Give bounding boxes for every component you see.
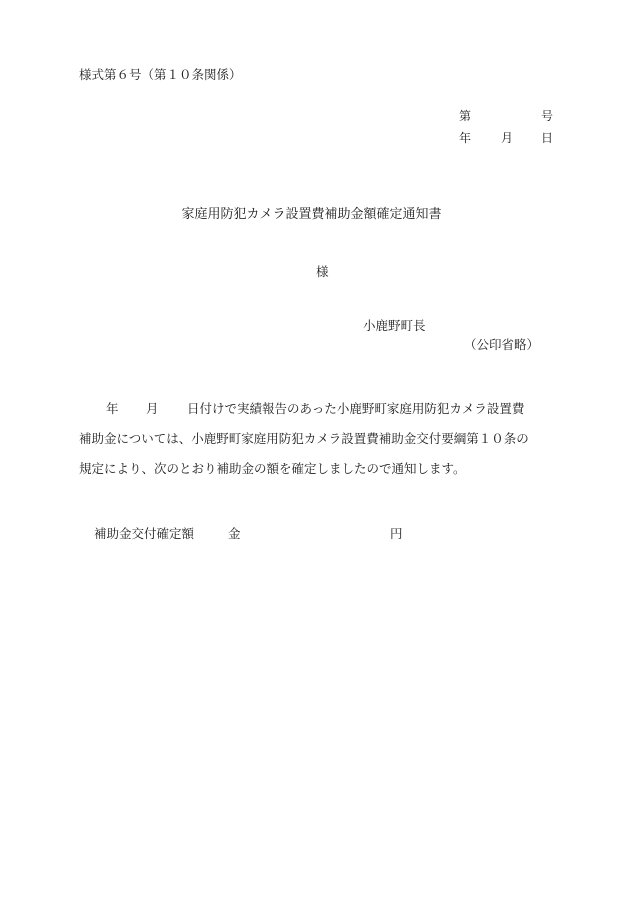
seal-note: （公印省略） — [464, 337, 540, 352]
body-line-1-text: 日付けで実績報告のあった小鹿野町家庭用防犯カメラ設置費 — [187, 401, 525, 416]
date-day: 日 — [541, 131, 554, 145]
number-suffix: 号 — [541, 109, 554, 123]
body-line-2: 補助金については、小鹿野町家庭用防犯カメラ設置費補助金交付要綱第１０条の — [79, 431, 529, 446]
document-title-wrapper — [0, 208, 630, 221]
sender-name: 小鹿野町長 — [363, 318, 426, 333]
amount-label: 補助金交付確定額 — [94, 526, 195, 541]
addressee-honorific: 様 — [316, 264, 329, 279]
form-number: 様式第６号（第１０条関係） — [79, 67, 242, 82]
body-line-3: 規定により、次のとおり補助金の額を確定しましたので通知します。 — [79, 461, 466, 476]
date-month: 月 — [501, 131, 514, 145]
amount-prefix: 金 — [228, 526, 241, 541]
body-year: 年 — [106, 401, 119, 416]
document-title: 家庭用防犯カメラ設置費補助金額確定通知書 — [181, 207, 442, 222]
date-year: 年 — [459, 131, 472, 145]
amount-unit: 円 — [390, 526, 403, 541]
body-month: 月 — [146, 401, 159, 416]
number-prefix: 第 — [459, 109, 472, 123]
